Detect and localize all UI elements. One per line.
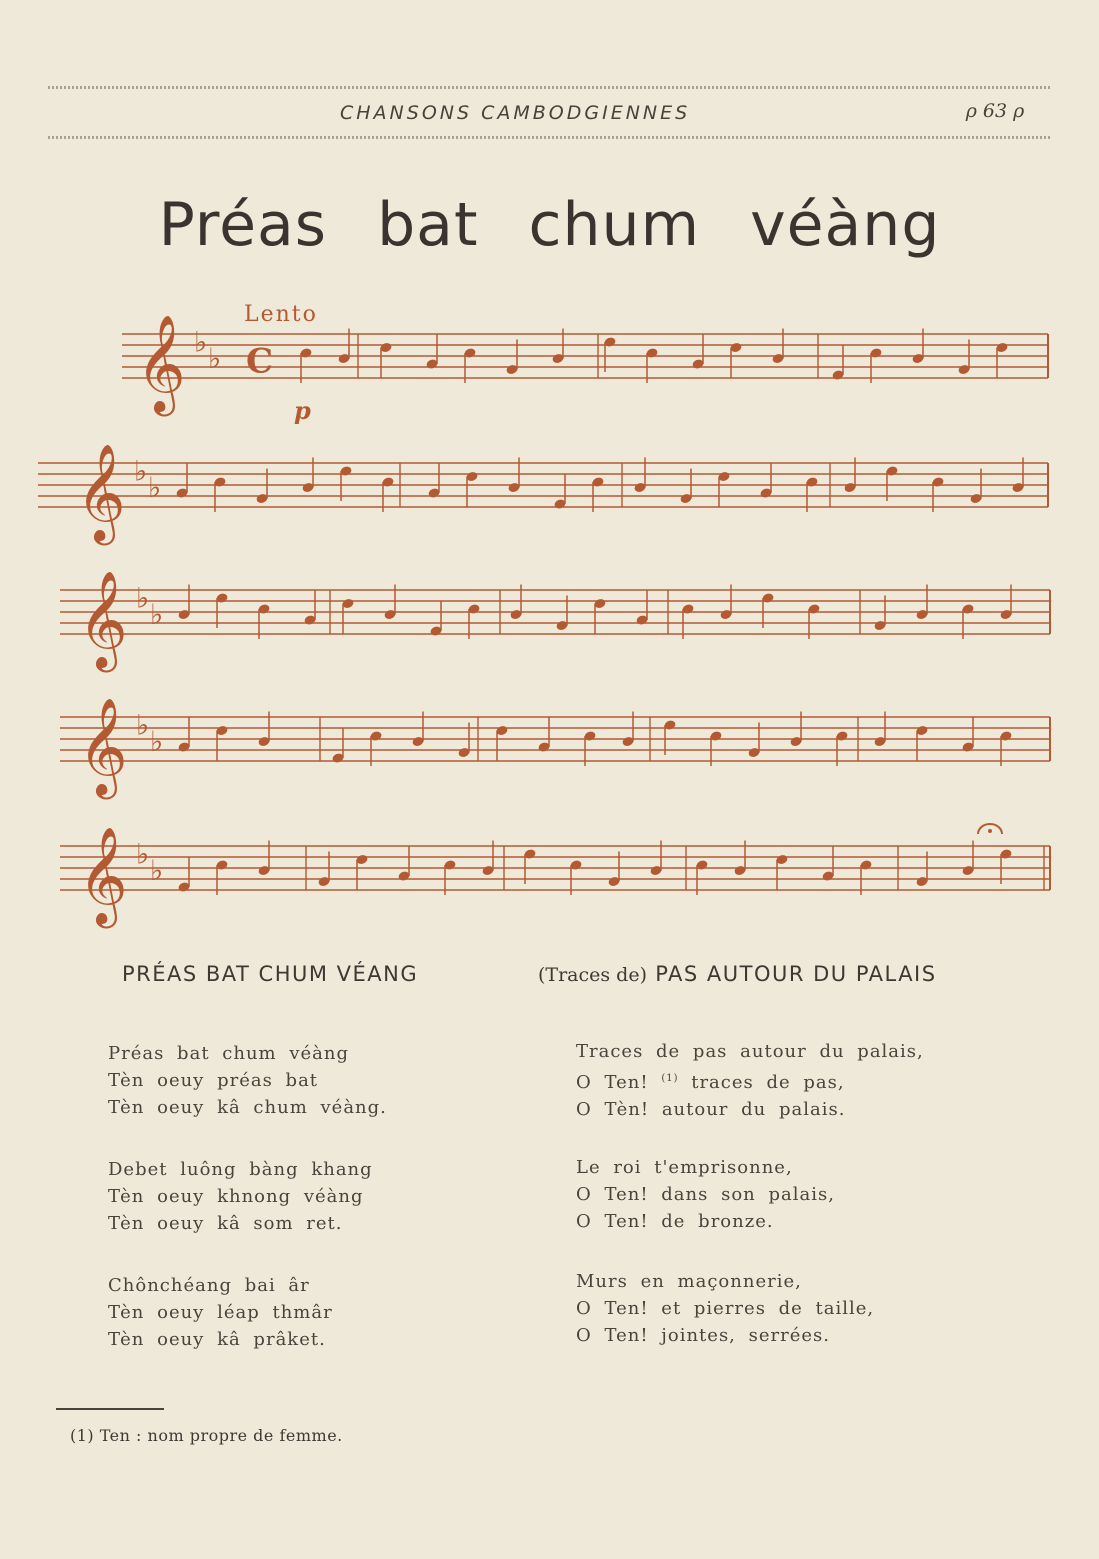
page-number: ρ 63 ρ (965, 100, 1025, 122)
flat-icon: ♭ (136, 837, 150, 871)
verse-line: Tèn oeuy kâ prâket. (108, 1329, 326, 1350)
flat-icon: ♭ (136, 708, 150, 742)
flat-icon: ♭ (134, 454, 148, 488)
verse-line: O Ten! dans son palais, (576, 1184, 835, 1205)
flat-icon: ♭ (194, 325, 208, 359)
flat-icon: ♭ (150, 598, 164, 632)
verse-line: Traces de pas autour du palais, (576, 1041, 924, 1062)
flat-icon: ♭ (208, 342, 222, 376)
treble-clef-icon: 𝄞 (136, 314, 186, 412)
verse-line: Chônchéang bai âr (108, 1275, 310, 1296)
verse-line: O Tèn! autour du palais. (576, 1099, 846, 1120)
left-stanza-3 (108, 1272, 333, 1353)
time-signature: C (246, 341, 274, 382)
right-heading-prefix: (Traces de) (538, 964, 647, 986)
left-stanza-1 (108, 1040, 387, 1121)
verse-line: O Ten! de bronze. (576, 1211, 774, 1232)
treble-clef-icon: 𝄞 (76, 443, 126, 541)
right-stanza-2 (576, 1154, 835, 1235)
flat-icon: ♭ (150, 725, 164, 759)
verse-line: Tèn oeuy préas bat (108, 1070, 319, 1091)
verse-line (576, 1065, 924, 1096)
verse-line: Tèn oeuy léap thmâr (108, 1302, 333, 1323)
verse-line: Tèn oeuy kâ chum véàng. (108, 1097, 387, 1118)
treble-clef-icon: 𝄞 (78, 570, 128, 668)
verse-text: O Ten! (576, 1072, 649, 1093)
left-stanza-2 (108, 1156, 373, 1237)
right-heading-title: PAS AUTOUR DU PALAIS (655, 962, 937, 986)
treble-clef-icon: 𝄞 (78, 697, 128, 795)
verse-line: O Ten! et pierres de taille, (576, 1298, 875, 1319)
tempo-marking: Lento (244, 302, 318, 327)
verse-line: Tèn oeuy kâ som ret. (108, 1213, 343, 1234)
footnote-rule (56, 1408, 164, 1410)
song-title: Préas bat chum véàng (158, 190, 941, 260)
verse-line: Préas bat chum véàng (108, 1043, 349, 1064)
verse-text: traces de pas, (691, 1072, 845, 1093)
flat-icon: ♭ (136, 581, 150, 615)
right-stanza-1 (576, 1038, 924, 1123)
verse-line: Murs en maçonnerie, (576, 1271, 802, 1292)
footnote-marker: (1) (661, 1073, 679, 1084)
right-stanza-3 (576, 1268, 874, 1349)
flat-icon: ♭ (150, 854, 164, 888)
left-column-heading: PRÉAS BAT CHUM VÉANG (122, 962, 419, 986)
treble-clef-icon: 𝄞 (78, 826, 128, 924)
dynamic-marking: p (294, 396, 311, 425)
verse-line: Le roi t'emprisonne, (576, 1157, 793, 1178)
verse-line: Debet luông bàng khang (108, 1159, 373, 1180)
flat-icon: ♭ (148, 471, 162, 505)
fermata-dot (988, 829, 992, 833)
verse-line: Tèn oeuy khnong véàng (108, 1186, 364, 1207)
footnote: (1) Ten : nom propre de femme. (70, 1426, 343, 1445)
verse-line: O Ten! jointes, serrées. (576, 1325, 830, 1346)
right-column-heading (538, 962, 937, 986)
running-title: CHANSONS CAMBODGIENNES (340, 102, 691, 124)
